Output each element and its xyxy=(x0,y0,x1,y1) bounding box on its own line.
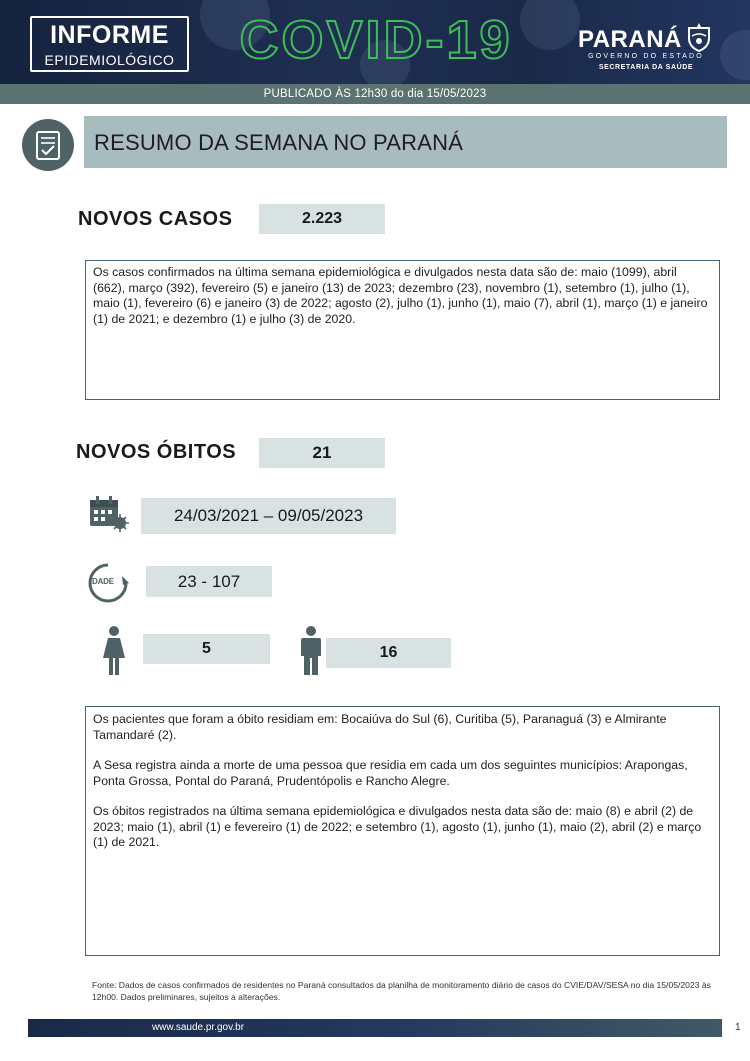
footnote: Fonte: Dados de casos confirmados de residentes no Paraná consultados da planilha de monitoramento diário de casos do CVIE/DAV/SESA no dia 15/05/2023 às 12h00. Dados preliminares, sujeitos a alterações. xyxy=(92,980,711,1002)
footer-url[interactable]: www.saude.pr.gov.br xyxy=(151,1022,245,1033)
male-count: 16 xyxy=(326,638,451,668)
female-icon xyxy=(102,626,126,676)
obitos-municipios-paragraph: A Sesa registra ainda a morte de uma pessoa que residia em cada um dos seguintes municípios: Arapongas, Ponta Grossa, Pontal do Paraná, Prudentópolis e Rancho Alegre. xyxy=(93,758,688,788)
age-range: 23 - 107 xyxy=(146,566,272,597)
idade-label: IDADE xyxy=(90,577,114,586)
novos-obitos-label: NOVOS ÓBITOS xyxy=(76,441,237,463)
footer-bar xyxy=(28,1019,722,1037)
obitos-periodo-paragraph: Os óbitos registrados na última semana epidemiológica e divulgados nesta data são de: maio (8) e abril (2) de 2023; maio (1), abril (1) e fevereiro (1) de 2022; e setembro (1), agosto (1), junho (1), maio (2), abril (2) e março (1) de 2021. xyxy=(93,804,702,849)
secretaria-text: SECRETARIA DA SAÚDE xyxy=(598,64,694,71)
novos-casos-description: Os casos confirmados na última semana epidemiológica e divulgados nesta data são de: maio (1099), abril (662), março (392), fevereiro (5) e janeiro (13) de 2023; dezembro (23), novembro (1), setembro (1), julho (1), maio (1), fevereiro (6) e janeiro (3) de 2022; agosto (2), julho (1), junho (1), maio (7), abril (1), março (1) e janeiro (1) de 2021; e dezembro (1) e julho (3) de 2020. xyxy=(93,265,708,326)
novos-casos-label: NOVOS CASOS xyxy=(78,208,233,230)
male-icon xyxy=(299,626,323,676)
obitos-period: 24/03/2021 – 09/05/2023 xyxy=(141,498,396,534)
informe-logo xyxy=(30,16,189,72)
informe-title: INFORME xyxy=(50,21,169,49)
parana-logo-text: PARANÁ xyxy=(578,26,682,53)
virus-decoration-icon xyxy=(720,30,750,80)
calendar-virus-icon xyxy=(88,495,130,533)
novos-casos-description-box xyxy=(85,260,720,400)
header-banner xyxy=(0,0,750,84)
section-title: RESUMO DA SEMANA NO PARANÁ xyxy=(94,130,464,155)
page-number: 1 xyxy=(735,1022,741,1033)
age-cycle-icon xyxy=(87,562,129,604)
novos-obitos-value: 21 xyxy=(259,438,385,468)
informe-subtitle: EPIDEMIOLÓGICO xyxy=(44,52,175,68)
obitos-residencia-paragraph: Os pacientes que foram a óbito residiam em: Bocaiúva do Sul (6), Curitiba (5), Paranaguá (3) e Almirante Tamandaré (2). xyxy=(93,712,667,742)
document-check-icon xyxy=(22,119,74,171)
coat-of-arms-icon xyxy=(686,22,712,52)
covid-title: COVID-19 xyxy=(239,10,513,70)
governo-text: GOVERNO DO ESTADO xyxy=(588,53,704,60)
obitos-description-box xyxy=(85,706,720,956)
virus-decoration-icon xyxy=(520,0,580,50)
female-count: 5 xyxy=(143,634,270,664)
published-bar: PUBLICADO ÀS 12h30 do dia 15/05/2023 xyxy=(0,84,750,104)
novos-casos-value: 2.223 xyxy=(259,204,385,234)
